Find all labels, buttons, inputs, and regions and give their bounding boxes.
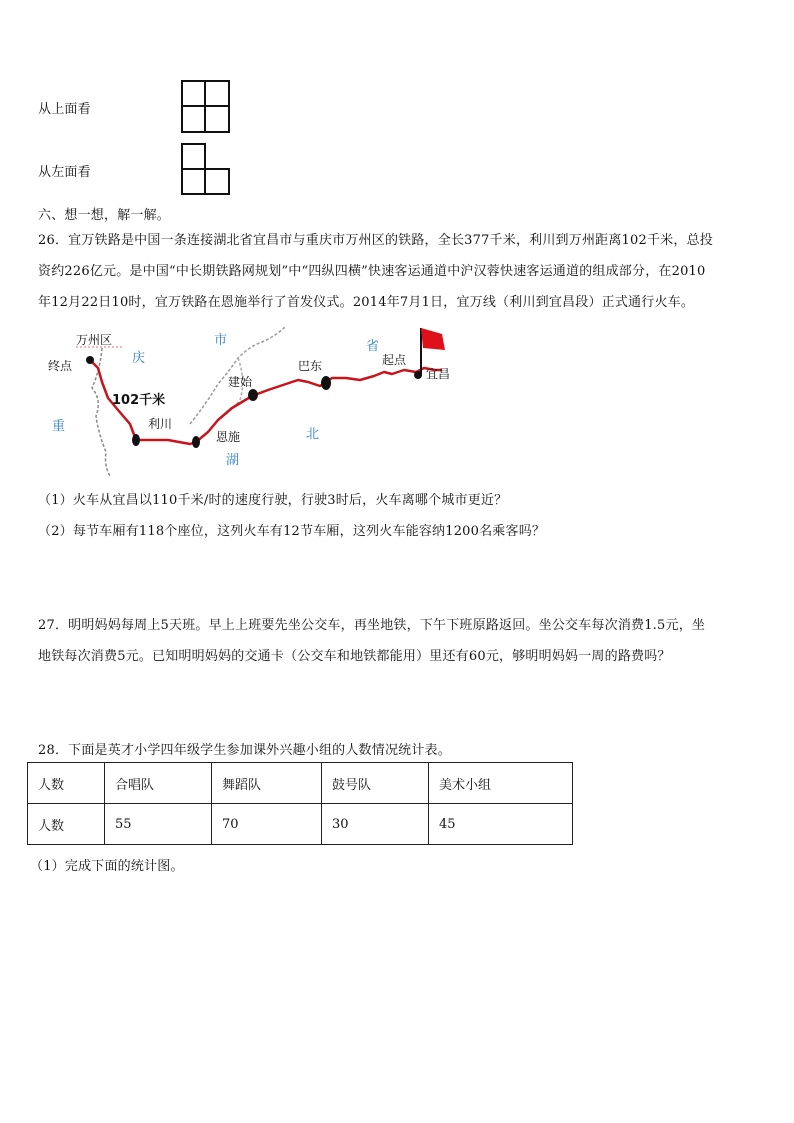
label-yichang: 宜昌 (426, 367, 451, 381)
q26-line1: 26．宜万铁路是中国一条连接湖北省宜昌市与重庆市万州区的铁路，全长377千米，利川到万州距离102千米，总投 (38, 233, 713, 248)
station-enshi-dot (192, 436, 200, 448)
label-badong: 巴东 (298, 359, 323, 373)
region-label-sheng: 省 (366, 339, 380, 354)
label-wanzhou: 万州区 (76, 333, 113, 347)
region-label-chong: 重 (52, 419, 66, 434)
q28-sub1: （1）完成下面的统计图。 (30, 859, 184, 874)
table-cell: 合唱队 (105, 763, 212, 804)
station-lichuan-dot (132, 434, 140, 446)
table-row (28, 763, 573, 804)
label-lichuan: 利川 (148, 417, 173, 431)
label-jianshi: 建始 (228, 375, 253, 389)
interest-group-table (27, 762, 573, 845)
region-label-bei: 北 (306, 427, 320, 442)
table-cell: 70 (212, 804, 322, 845)
label-distance: 102千米 (112, 393, 166, 408)
q28-title: 28．下面是英才小学四年级学生参加课外兴趣小组的人数情况统计表。 (38, 743, 451, 758)
table-cell: 人数 (28, 804, 105, 845)
q26-sub2: （2）每节车厢有118个座位，这列火车有12节车厢，这列火车能容纳1200名乘客吗？ (38, 524, 546, 539)
region-label-shi: 市 (214, 333, 228, 348)
section-heading: 六、想一想，解一解。 (38, 208, 171, 223)
label-start-point: 起点 (382, 353, 407, 367)
station-wanzhou-dot (86, 356, 94, 364)
station-jianshi-dot (248, 389, 258, 401)
label-end-point: 终点 (48, 359, 73, 373)
q27-line2: 地铁每次消费5元。已知明明妈妈的交通卡（公交车和地铁都能用）里还有60元，够明明妈妈一周的路费吗？ (38, 649, 671, 664)
q27-line1: 27．明明妈妈每周上5天班。早上上班要先坐公交车，再坐地铁，下午下班原路返回。坐公交车每次消费1.5元，坐 (38, 618, 706, 633)
region-label-qing: 庆 (132, 351, 146, 366)
table-cell: 美术小组 (429, 763, 573, 804)
table-cell: 30 (322, 804, 429, 845)
table-cell: 舞蹈队 (212, 763, 322, 804)
table-cell: 人数 (28, 763, 105, 804)
boundary-line-west (92, 348, 110, 476)
view-left-label: 从左面看 (38, 165, 91, 180)
view-top-label: 从上面看 (38, 102, 91, 117)
table-cell: 鼓号队 (322, 763, 429, 804)
label-enshi: 恩施 (216, 430, 241, 444)
station-badong-dot (321, 376, 331, 390)
table-row (28, 804, 573, 845)
table-cell: 45 (429, 804, 573, 845)
q26-line2: 资约226亿元。是中国“中长期铁路网规划”中“四纵四横”快速客运通道中沪汉蓉快速客运通道的组成部分，在2010 (38, 264, 706, 279)
flag-icon (421, 328, 445, 350)
q26-sub1: （1）火车从宜昌以110千米/时的速度行驶，行驶3时后，火车离哪个城市更近？ (38, 493, 508, 508)
q26-line3: 年12月22日10时，宜万铁路在恩施举行了首发仪式。2014年7月1日，宜万线（利川到宜昌段）正式通行火车。 (38, 295, 695, 310)
railway-map (40, 320, 470, 480)
table-cell: 55 (105, 804, 212, 845)
region-label-hu: 湖 (226, 453, 240, 468)
